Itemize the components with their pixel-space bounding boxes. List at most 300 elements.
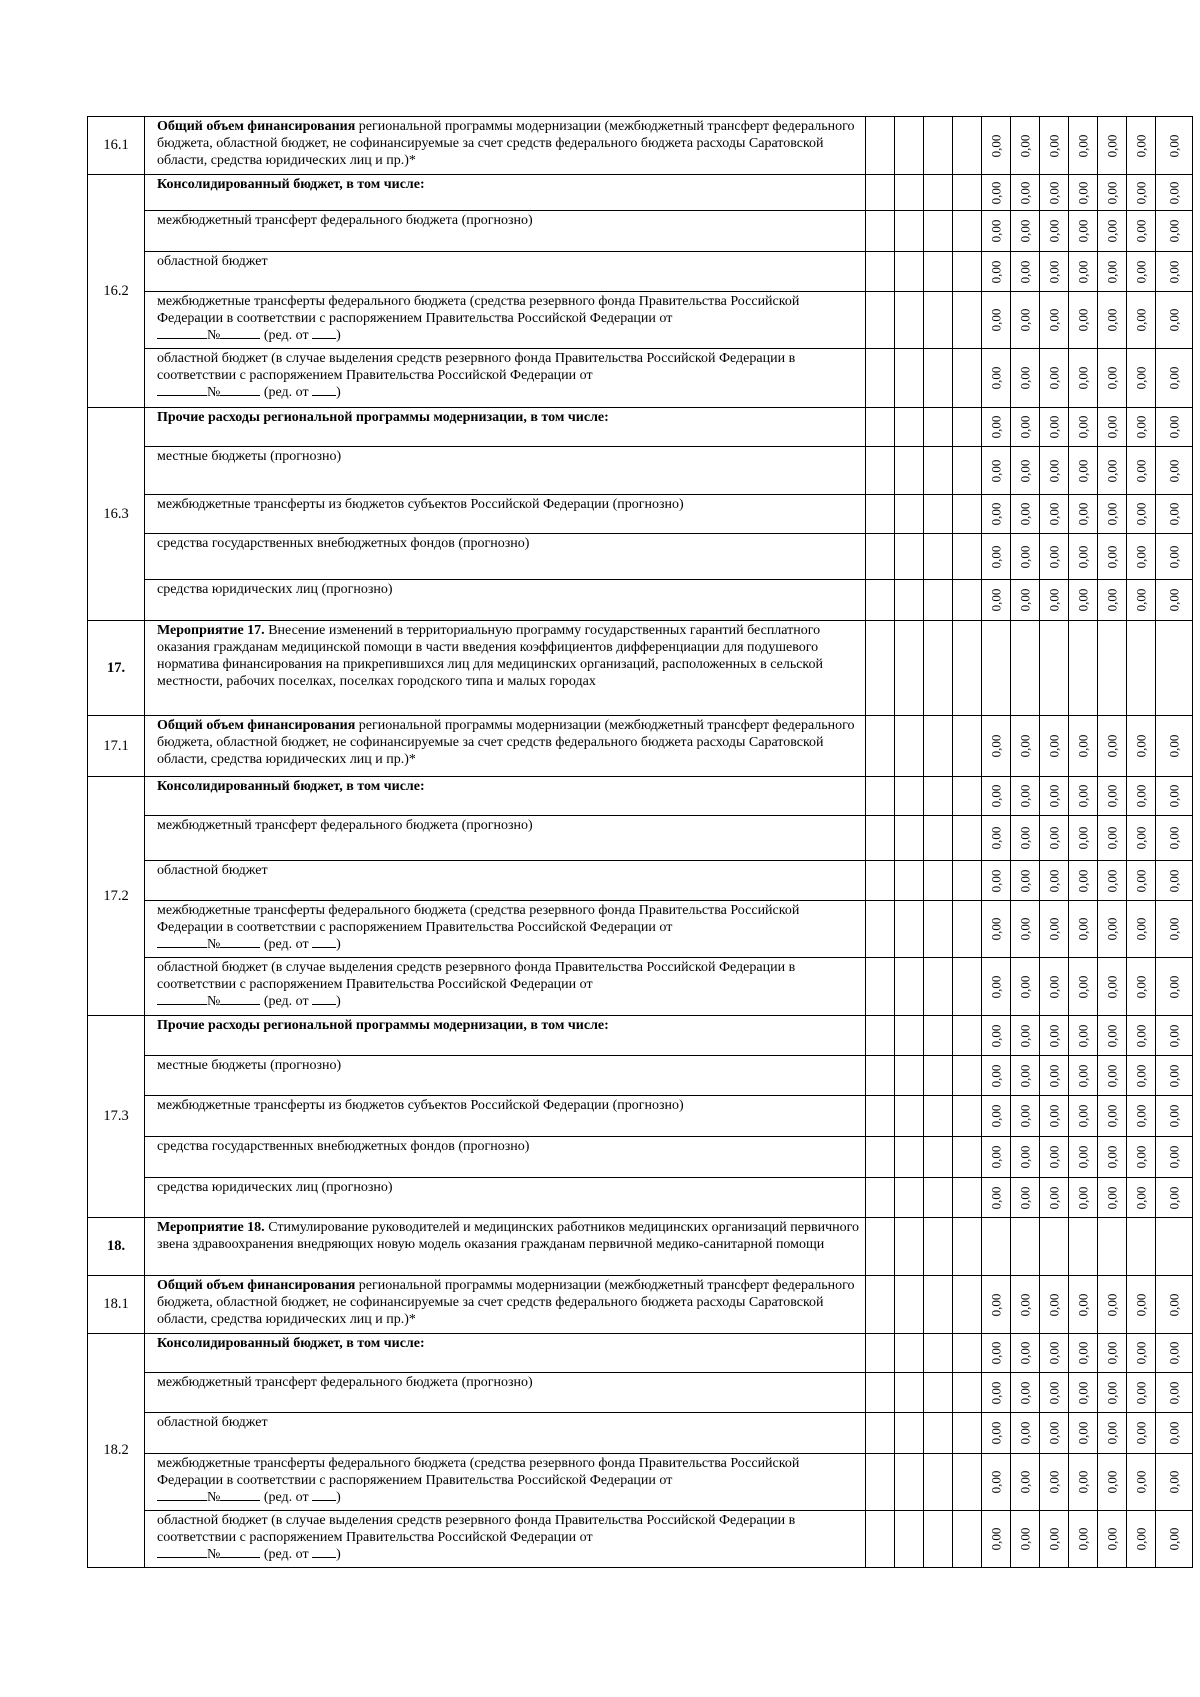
value-cell bbox=[1098, 1511, 1127, 1568]
value-text: 0,00 bbox=[1104, 459, 1119, 482]
value-text: 0,00 bbox=[1046, 545, 1061, 568]
value-cell bbox=[1069, 1373, 1098, 1413]
empty-cell bbox=[924, 580, 953, 621]
value-cell bbox=[1127, 1413, 1156, 1454]
value-cell bbox=[1098, 1276, 1127, 1334]
value-cell bbox=[1011, 580, 1040, 621]
value-text: 0,00 bbox=[1046, 1104, 1061, 1128]
value-text: 0,00 bbox=[1017, 1145, 1032, 1169]
bold-label: Общий объем финансирования bbox=[157, 718, 356, 733]
value-text: 0,00 bbox=[1017, 1381, 1032, 1404]
empty-cell bbox=[895, 861, 924, 901]
value-cell bbox=[1098, 495, 1127, 534]
value-text: 0,00 bbox=[1104, 1421, 1119, 1445]
value-text: 0,00 bbox=[1075, 1421, 1090, 1445]
value-cell bbox=[982, 1276, 1011, 1334]
value-text: 0,00 bbox=[1166, 308, 1181, 332]
value-cell bbox=[1069, 861, 1098, 901]
financing-table-page bbox=[87, 116, 1182, 1568]
value-cell bbox=[982, 408, 1011, 447]
value-cell bbox=[1098, 580, 1127, 621]
empty-cell bbox=[895, 408, 924, 447]
empty-cell bbox=[924, 1454, 953, 1511]
text-part: ) bbox=[336, 937, 341, 952]
value-text: 0,00 bbox=[1133, 1421, 1148, 1445]
value-cell bbox=[1098, 175, 1127, 211]
value-text: 0,00 bbox=[988, 545, 1003, 568]
value-cell bbox=[1011, 495, 1040, 534]
empty-cell bbox=[866, 252, 895, 292]
value-cell bbox=[1011, 716, 1040, 777]
empty-cell bbox=[895, 1276, 924, 1334]
value-text: 0,00 bbox=[1104, 734, 1119, 758]
value-cell bbox=[1069, 534, 1098, 580]
value-text: 0,00 bbox=[1075, 366, 1090, 390]
empty-cell bbox=[866, 349, 895, 408]
empty-cell bbox=[866, 1137, 895, 1178]
value-text: 0,00 bbox=[1017, 1293, 1032, 1316]
row-description: средства юридических лиц (прогнозно) bbox=[145, 1178, 866, 1218]
row-description: областной бюджет bbox=[145, 861, 866, 901]
value-cell bbox=[1040, 861, 1069, 901]
value-text: 0,00 bbox=[1104, 219, 1119, 243]
value-text: 0,00 bbox=[988, 1186, 1003, 1209]
value-text: 0,00 bbox=[1046, 219, 1061, 243]
empty-cell bbox=[895, 958, 924, 1016]
value-cell bbox=[1127, 816, 1156, 861]
value-cell bbox=[1127, 1016, 1156, 1056]
value-text: 0,00 bbox=[1166, 1341, 1181, 1365]
empty-cell bbox=[924, 349, 953, 408]
value-cell bbox=[1011, 252, 1040, 292]
value-text: 0,00 bbox=[1075, 588, 1090, 612]
value-text: 0,00 bbox=[1017, 869, 1032, 892]
value-cell bbox=[1011, 211, 1040, 252]
empty-cell bbox=[1069, 621, 1098, 716]
value-text: 0,00 bbox=[1133, 1293, 1148, 1316]
value-text: 0,00 bbox=[1075, 415, 1090, 439]
value-cell bbox=[982, 716, 1011, 777]
value-cell bbox=[1098, 816, 1127, 861]
row-description: межбюджетный трансферт федерального бюджета (прогнозно) bbox=[145, 211, 866, 252]
empty-cell bbox=[895, 621, 924, 716]
text-part: областной бюджет (в случае выделения средств резервного фонда Правительства Российской Федерации в соответствии с распоряжением Правительства Российской Федерации от bbox=[157, 351, 796, 383]
empty-cell bbox=[924, 958, 953, 1016]
value-cell bbox=[1069, 1511, 1098, 1568]
value-text: 0,00 bbox=[1017, 588, 1032, 612]
empty-cell bbox=[866, 408, 895, 447]
value-cell bbox=[1156, 1137, 1193, 1178]
value-text: 0,00 bbox=[1104, 1381, 1119, 1404]
value-cell bbox=[1040, 1137, 1069, 1178]
empty-cell bbox=[924, 1178, 953, 1218]
value-cell bbox=[1156, 777, 1193, 816]
value-cell bbox=[1040, 408, 1069, 447]
text-part: (ред. от bbox=[263, 385, 309, 400]
text-part: (ред. от bbox=[263, 994, 309, 1009]
value-cell bbox=[1011, 1373, 1040, 1413]
value-text: 0,00 bbox=[1075, 219, 1090, 243]
value-cell bbox=[1011, 777, 1040, 816]
value-text: 0,00 bbox=[1133, 734, 1148, 758]
value-cell bbox=[1011, 901, 1040, 958]
empty-cell bbox=[924, 292, 953, 349]
value-text: 0,00 bbox=[1104, 826, 1119, 850]
value-cell bbox=[982, 292, 1011, 349]
value-text: 0,00 bbox=[1075, 1104, 1090, 1128]
table-row bbox=[88, 175, 1193, 211]
value-text: 0,00 bbox=[1046, 502, 1061, 526]
value-cell bbox=[1098, 958, 1127, 1016]
value-cell bbox=[1098, 1373, 1127, 1413]
row-description: средства юридических лиц (прогнозно) bbox=[145, 580, 866, 621]
value-text: 0,00 bbox=[1075, 975, 1090, 998]
value-text: 0,00 bbox=[1133, 134, 1148, 157]
value-text: 0,00 bbox=[1046, 784, 1061, 808]
value-text: 0,00 bbox=[1075, 502, 1090, 526]
value-cell bbox=[1011, 534, 1040, 580]
value-cell bbox=[1156, 447, 1193, 495]
value-cell bbox=[1127, 716, 1156, 777]
value-text: 0,00 bbox=[988, 917, 1003, 941]
text-part: № bbox=[207, 328, 221, 343]
value-text: 0,00 bbox=[1104, 181, 1119, 204]
value-cell bbox=[982, 777, 1011, 816]
empty-cell bbox=[953, 175, 982, 211]
value-text: 0,00 bbox=[1104, 1470, 1119, 1494]
value-text: 0,00 bbox=[988, 588, 1003, 612]
value-cell bbox=[1011, 958, 1040, 1016]
value-text: 0,00 bbox=[1075, 1064, 1090, 1087]
bold-label: Консолидированный бюджет, в том числе: bbox=[157, 177, 425, 192]
empty-cell bbox=[895, 816, 924, 861]
value-cell bbox=[1011, 408, 1040, 447]
value-cell bbox=[1098, 1016, 1127, 1056]
empty-cell bbox=[866, 580, 895, 621]
value-text: 0,00 bbox=[988, 366, 1003, 390]
text-part: ) bbox=[336, 1547, 341, 1562]
value-text: 0,00 bbox=[1133, 588, 1148, 612]
value-text: 0,00 bbox=[1104, 1293, 1119, 1316]
value-text: 0,00 bbox=[1075, 181, 1090, 204]
value-text: 0,00 bbox=[988, 1293, 1003, 1316]
empty-cell bbox=[924, 1511, 953, 1568]
value-cell bbox=[1098, 1413, 1127, 1454]
value-text: 0,00 bbox=[1046, 366, 1061, 390]
empty-cell bbox=[895, 1334, 924, 1373]
row-description bbox=[145, 349, 866, 408]
row-description: местные бюджеты (прогнозно) bbox=[145, 1056, 866, 1096]
value-cell bbox=[982, 1334, 1011, 1373]
row-description: межбюджетный трансферт федерального бюджета (прогнозно) bbox=[145, 1373, 866, 1413]
row-description bbox=[145, 621, 866, 716]
value-cell bbox=[1040, 447, 1069, 495]
value-text: 0,00 bbox=[1133, 181, 1148, 204]
empty-cell bbox=[866, 1334, 895, 1373]
value-cell bbox=[1011, 1413, 1040, 1454]
value-cell bbox=[1011, 1276, 1040, 1334]
row-description: межбюджетные трансферты из бюджетов субъектов Российской Федерации (прогнозно) bbox=[145, 1096, 866, 1137]
row-description bbox=[145, 117, 866, 175]
text-part: (ред. от bbox=[263, 1490, 309, 1505]
value-text: 0,00 bbox=[1104, 308, 1119, 332]
table-row bbox=[88, 534, 1193, 580]
empty-cell bbox=[866, 1454, 895, 1511]
table-row bbox=[88, 495, 1193, 534]
value-text: 0,00 bbox=[1075, 459, 1090, 482]
empty-cell bbox=[866, 777, 895, 816]
value-cell bbox=[982, 495, 1011, 534]
value-text: 0,00 bbox=[1133, 1186, 1148, 1209]
value-text: 0,00 bbox=[1046, 1470, 1061, 1494]
table-row bbox=[88, 349, 1193, 408]
empty-cell bbox=[866, 447, 895, 495]
row-description bbox=[145, 408, 866, 447]
value-cell bbox=[1069, 901, 1098, 958]
value-cell bbox=[1069, 716, 1098, 777]
value-text: 0,00 bbox=[1017, 1104, 1032, 1128]
value-text: 0,00 bbox=[1133, 366, 1148, 390]
empty-cell bbox=[924, 117, 953, 175]
value-text: 0,00 bbox=[1104, 1341, 1119, 1365]
empty-cell bbox=[866, 1218, 895, 1276]
value-text: 0,00 bbox=[1166, 826, 1181, 850]
value-text: 0,00 bbox=[1046, 734, 1061, 758]
text-part: областной бюджет (в случае выделения средств резервного фонда Правительства Российской Федерации в соответствии с распоряжением Правительства Российской Федерации от bbox=[157, 960, 796, 992]
table-row bbox=[88, 1056, 1193, 1096]
value-text: 0,00 bbox=[1166, 869, 1181, 892]
table-row bbox=[88, 211, 1193, 252]
bold-label: Прочие расходы региональной программы модернизации, в том числе: bbox=[157, 410, 609, 425]
table-row bbox=[88, 1334, 1193, 1373]
text-part: ) bbox=[336, 1490, 341, 1505]
value-cell bbox=[1127, 534, 1156, 580]
value-cell bbox=[1156, 211, 1193, 252]
value-text: 0,00 bbox=[1046, 308, 1061, 332]
empty-cell bbox=[1127, 621, 1156, 716]
table-row bbox=[88, 447, 1193, 495]
value-cell bbox=[1127, 1056, 1156, 1096]
value-cell bbox=[1011, 1016, 1040, 1056]
value-text: 0,00 bbox=[1166, 1527, 1181, 1551]
value-cell bbox=[1040, 349, 1069, 408]
row-description: средства государственных внебюджетных фондов (прогнозно) bbox=[145, 534, 866, 580]
value-cell bbox=[1127, 580, 1156, 621]
row-number: 17.2 bbox=[88, 777, 145, 1016]
value-cell bbox=[1098, 252, 1127, 292]
empty-cell bbox=[895, 534, 924, 580]
value-text: 0,00 bbox=[1133, 917, 1148, 941]
value-text: 0,00 bbox=[1075, 260, 1090, 283]
value-cell bbox=[1127, 447, 1156, 495]
empty-cell bbox=[953, 117, 982, 175]
value-cell bbox=[1069, 1334, 1098, 1373]
table-row bbox=[88, 816, 1193, 861]
value-cell bbox=[1156, 252, 1193, 292]
value-text: 0,00 bbox=[1104, 260, 1119, 283]
value-text: 0,00 bbox=[1017, 1064, 1032, 1087]
value-cell bbox=[1040, 716, 1069, 777]
value-cell bbox=[982, 958, 1011, 1016]
value-text: 0,00 bbox=[1133, 1145, 1148, 1169]
empty-cell bbox=[866, 292, 895, 349]
empty-cell bbox=[953, 495, 982, 534]
value-text: 0,00 bbox=[1104, 1064, 1119, 1087]
row-description: областной бюджет bbox=[145, 252, 866, 292]
value-text: 0,00 bbox=[1104, 415, 1119, 439]
bold-label: Прочие расходы региональной программы модернизации, в том числе: bbox=[157, 1018, 609, 1033]
value-text: 0,00 bbox=[1166, 1381, 1181, 1404]
value-text: 0,00 bbox=[1133, 308, 1148, 332]
value-cell bbox=[1069, 252, 1098, 292]
text-part: областной бюджет (в случае выделения средств резервного фонда Правительства Российской Федерации в соответствии с распоряжением Правительства Российской Федерации от bbox=[157, 1513, 796, 1545]
empty-cell bbox=[953, 1334, 982, 1373]
value-text: 0,00 bbox=[1046, 459, 1061, 482]
value-text: 0,00 bbox=[988, 1024, 1003, 1047]
empty-cell bbox=[924, 211, 953, 252]
value-cell bbox=[1011, 175, 1040, 211]
value-cell bbox=[1156, 1373, 1193, 1413]
empty-cell bbox=[866, 1016, 895, 1056]
value-text: 0,00 bbox=[1017, 1527, 1032, 1551]
value-cell bbox=[1127, 1276, 1156, 1334]
value-text: 0,00 bbox=[988, 459, 1003, 482]
value-text: 0,00 bbox=[1046, 1527, 1061, 1551]
row-number: 16.2 bbox=[88, 175, 145, 408]
value-cell bbox=[1069, 117, 1098, 175]
bold-label: Общий объем финансирования bbox=[157, 119, 356, 134]
table-row bbox=[88, 716, 1193, 777]
empty-cell bbox=[895, 211, 924, 252]
value-text: 0,00 bbox=[1104, 588, 1119, 612]
value-text: 0,00 bbox=[1017, 917, 1032, 941]
value-text: 0,00 bbox=[1166, 1104, 1181, 1128]
value-cell bbox=[1011, 292, 1040, 349]
value-text: 0,00 bbox=[1075, 1527, 1090, 1551]
value-cell bbox=[1156, 1276, 1193, 1334]
value-cell bbox=[1156, 1096, 1193, 1137]
row-number: 17. bbox=[88, 621, 145, 716]
value-cell bbox=[1156, 349, 1193, 408]
row-description bbox=[145, 292, 866, 349]
empty-cell bbox=[953, 1016, 982, 1056]
table-row bbox=[88, 958, 1193, 1016]
table-row bbox=[88, 1511, 1193, 1568]
value-cell bbox=[1098, 1334, 1127, 1373]
empty-cell bbox=[924, 1056, 953, 1096]
value-cell bbox=[1040, 1334, 1069, 1373]
empty-cell bbox=[953, 211, 982, 252]
value-text: 0,00 bbox=[988, 826, 1003, 850]
value-text: 0,00 bbox=[1104, 1186, 1119, 1209]
empty-cell bbox=[866, 1096, 895, 1137]
empty-cell bbox=[953, 901, 982, 958]
value-cell bbox=[1127, 1373, 1156, 1413]
empty-cell bbox=[1098, 621, 1127, 716]
table-row bbox=[88, 1016, 1193, 1056]
table-row bbox=[88, 292, 1193, 349]
empty-cell bbox=[895, 1218, 924, 1276]
value-text: 0,00 bbox=[1104, 502, 1119, 526]
value-cell bbox=[1098, 716, 1127, 777]
row-description bbox=[145, 1218, 866, 1276]
value-text: 0,00 bbox=[1017, 181, 1032, 204]
value-text: 0,00 bbox=[1046, 1145, 1061, 1169]
value-text: 0,00 bbox=[1166, 734, 1181, 758]
bold-label: Консолидированный бюджет, в том числе: bbox=[157, 1336, 425, 1351]
empty-cell bbox=[924, 777, 953, 816]
value-cell bbox=[1040, 1016, 1069, 1056]
value-text: 0,00 bbox=[1046, 869, 1061, 892]
value-cell bbox=[1156, 408, 1193, 447]
text-rest: региональной программы модернизации (межбюджетный трансферт федерального бюджета, областной бюджет, не софинансируемые за счет средств федерального бюджета расходы Саратовской области, средства юридических лиц и пр.)* bbox=[157, 1278, 855, 1327]
value-cell bbox=[1098, 534, 1127, 580]
value-text: 0,00 bbox=[988, 1421, 1003, 1445]
row-description bbox=[145, 1016, 866, 1056]
empty-cell bbox=[866, 1511, 895, 1568]
value-text: 0,00 bbox=[1133, 219, 1148, 243]
value-text: 0,00 bbox=[1133, 1104, 1148, 1128]
empty-cell bbox=[953, 777, 982, 816]
value-text: 0,00 bbox=[1046, 1024, 1061, 1047]
value-cell bbox=[1127, 117, 1156, 175]
value-cell bbox=[1127, 1178, 1156, 1218]
empty-cell bbox=[895, 777, 924, 816]
empty-cell bbox=[895, 580, 924, 621]
value-cell bbox=[1127, 349, 1156, 408]
value-cell bbox=[982, 175, 1011, 211]
value-cell bbox=[1156, 495, 1193, 534]
value-cell bbox=[1156, 1056, 1193, 1096]
value-text: 0,00 bbox=[1017, 502, 1032, 526]
value-text: 0,00 bbox=[1075, 1341, 1090, 1365]
bold-label: Мероприятие 17. bbox=[157, 623, 265, 638]
value-text: 0,00 bbox=[1166, 181, 1181, 204]
value-text: 0,00 bbox=[1075, 1024, 1090, 1047]
value-cell bbox=[982, 1373, 1011, 1413]
row-number: 16.1 bbox=[88, 117, 145, 175]
value-text: 0,00 bbox=[1104, 917, 1119, 941]
financing-table bbox=[87, 116, 1193, 1568]
value-text: 0,00 bbox=[1133, 502, 1148, 526]
value-text: 0,00 bbox=[988, 308, 1003, 332]
value-text: 0,00 bbox=[1017, 826, 1032, 850]
value-cell bbox=[982, 349, 1011, 408]
bold-label: Общий объем финансирования bbox=[157, 1278, 356, 1293]
value-cell bbox=[982, 816, 1011, 861]
table-row bbox=[88, 252, 1193, 292]
value-cell bbox=[1098, 349, 1127, 408]
value-text: 0,00 bbox=[1166, 975, 1181, 998]
value-text: 0,00 bbox=[1075, 1293, 1090, 1316]
value-cell bbox=[1156, 1454, 1193, 1511]
value-text: 0,00 bbox=[1046, 826, 1061, 850]
value-text: 0,00 bbox=[1017, 415, 1032, 439]
empty-cell bbox=[953, 1454, 982, 1511]
value-cell bbox=[1040, 534, 1069, 580]
empty-cell bbox=[924, 175, 953, 211]
value-cell bbox=[1069, 580, 1098, 621]
table-row bbox=[88, 1178, 1193, 1218]
value-cell bbox=[1098, 1178, 1127, 1218]
value-text: 0,00 bbox=[1104, 545, 1119, 568]
value-text: 0,00 bbox=[1166, 1024, 1181, 1047]
empty-cell bbox=[953, 816, 982, 861]
text-part: ) bbox=[336, 328, 341, 343]
value-cell bbox=[1098, 861, 1127, 901]
empty-cell bbox=[1011, 1218, 1040, 1276]
value-text: 0,00 bbox=[1133, 869, 1148, 892]
